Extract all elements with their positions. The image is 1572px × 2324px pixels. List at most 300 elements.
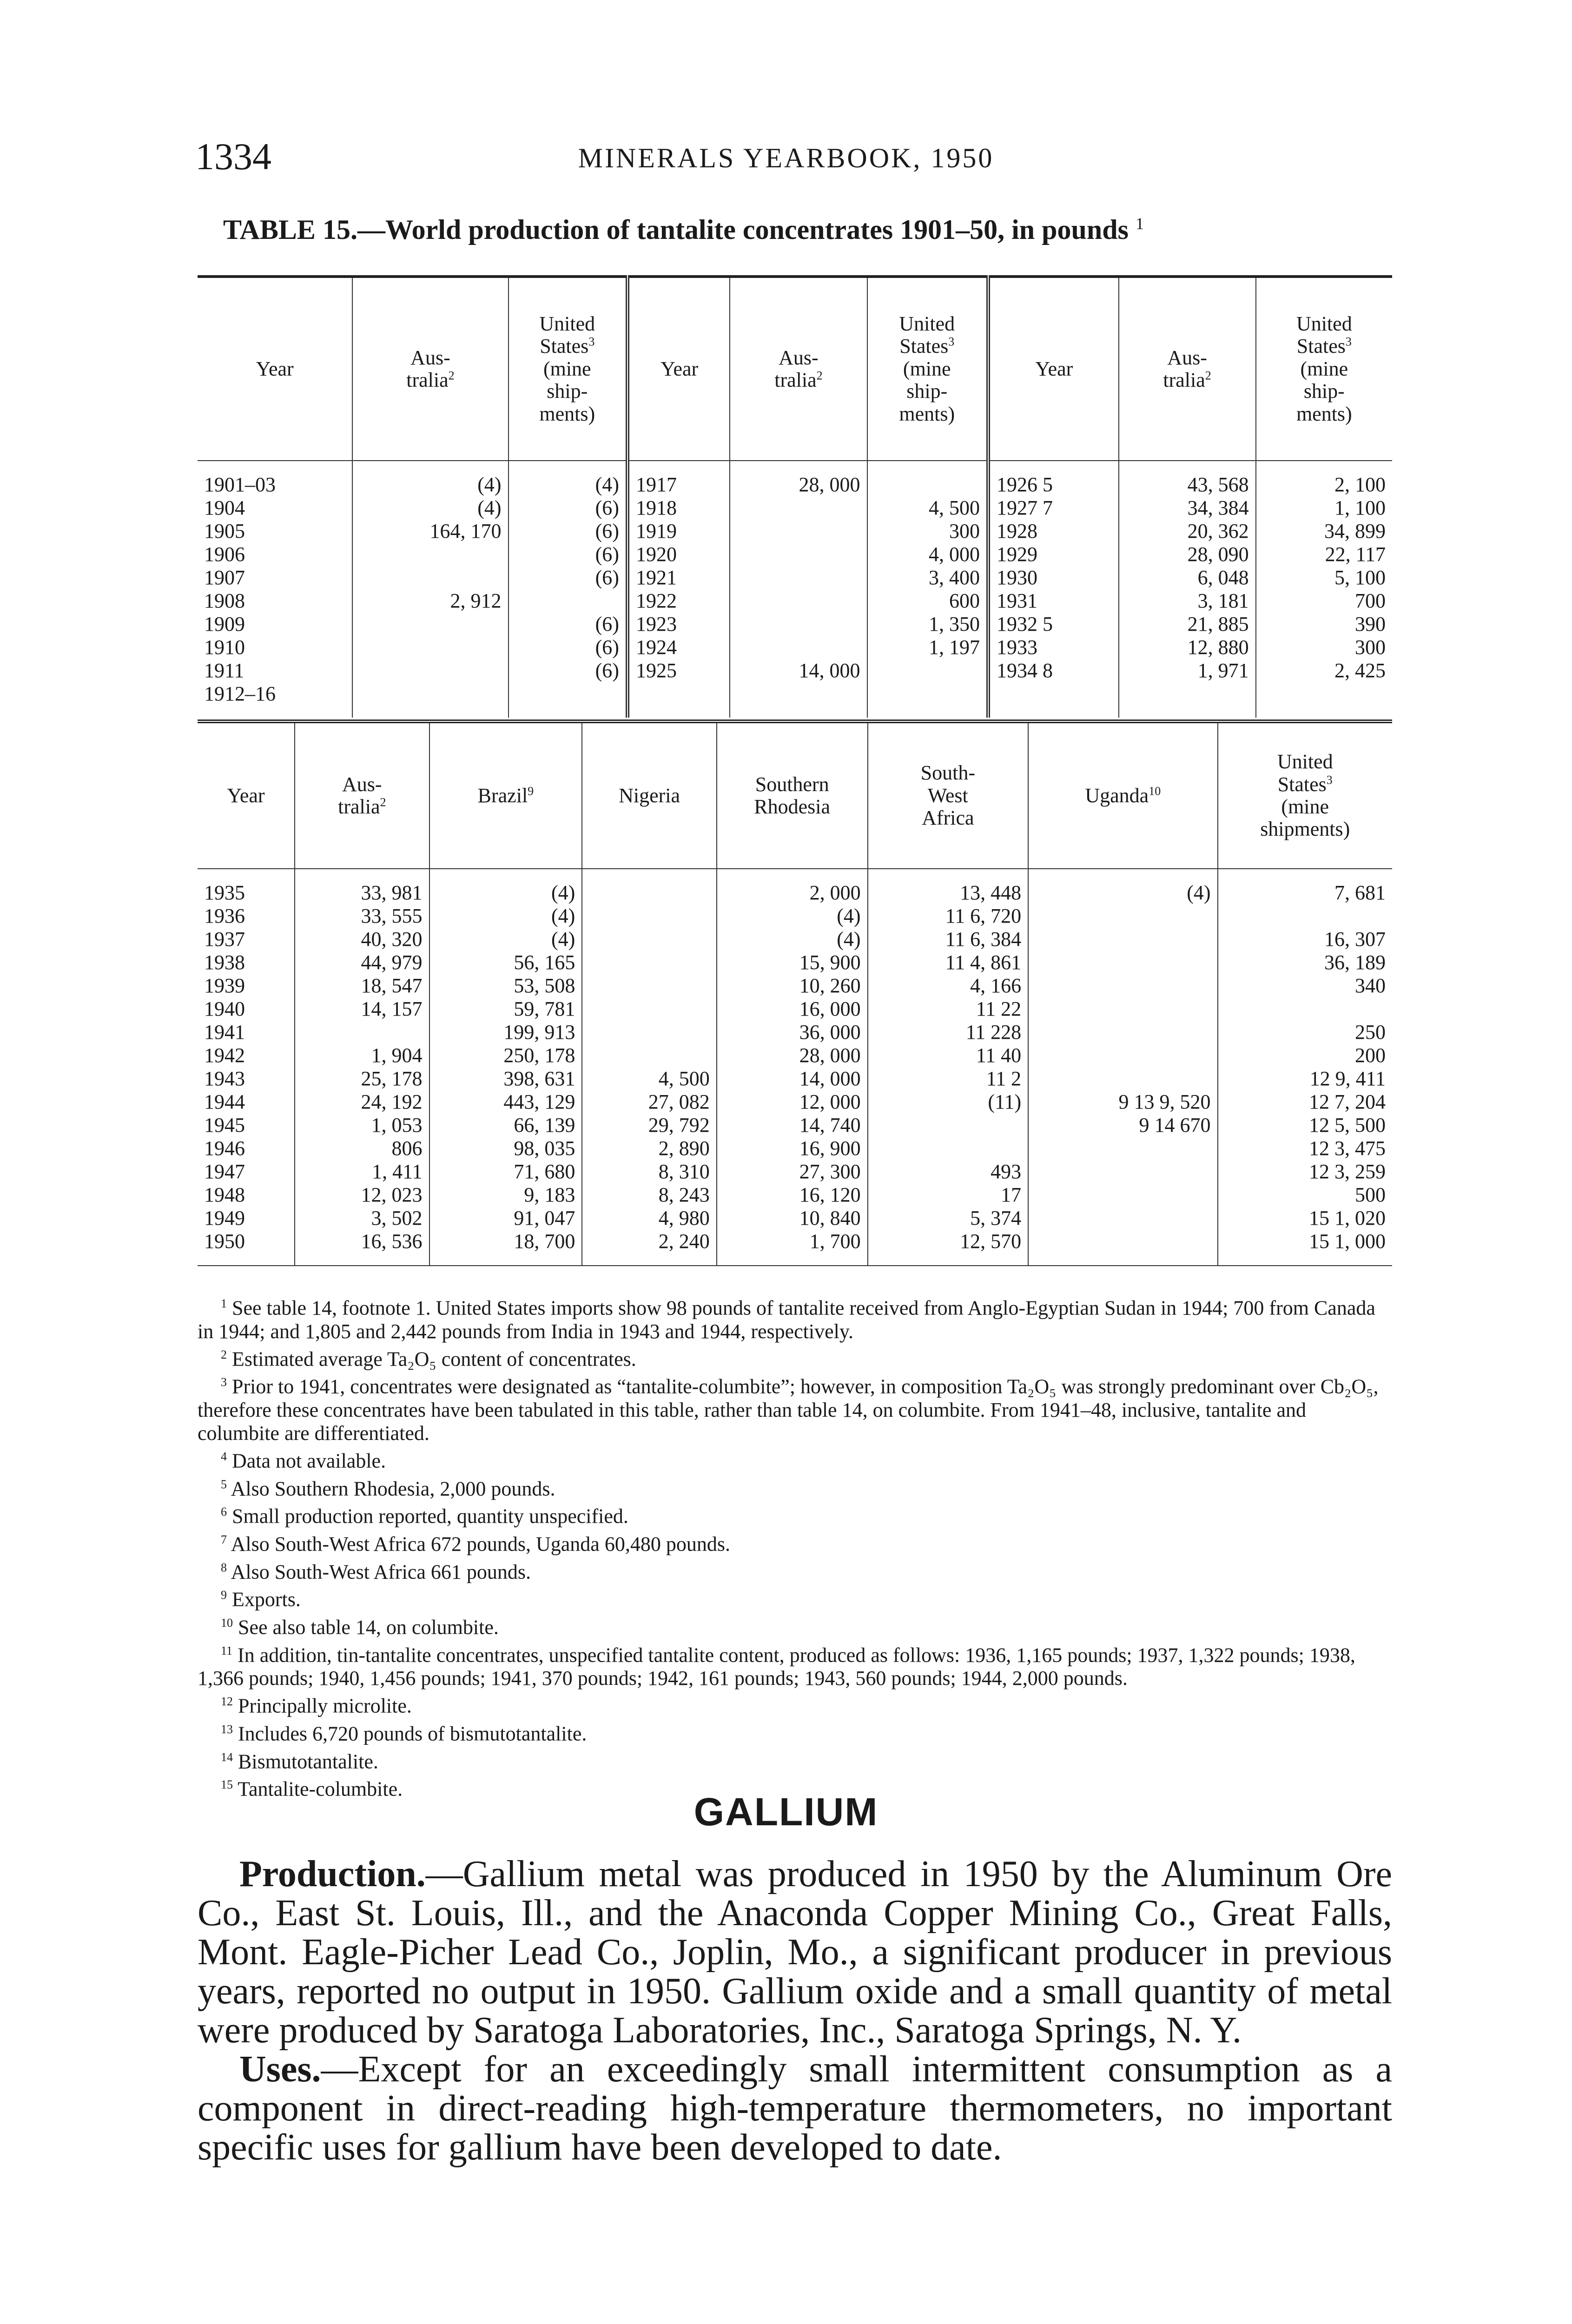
year-cell: 1950: [204, 1229, 245, 1253]
value-cell: 3, 181: [1119, 589, 1256, 613]
value-cell: 36, 189: [1218, 951, 1393, 974]
footnote-ref: 3: [1345, 335, 1352, 349]
value-cell: (6): [509, 659, 627, 682]
value-cell: 1, 411: [295, 1160, 429, 1183]
value-cell: [582, 1021, 716, 1044]
value-cell: 9 13 9, 520: [1028, 1090, 1217, 1114]
footnote-ref: 3: [948, 335, 955, 349]
spacer-cell: [352, 706, 508, 718]
spacer-cell: [1028, 869, 1217, 881]
value-cell: [1028, 1067, 1217, 1090]
footnote-ref: 2: [816, 369, 823, 383]
value-cell: [867, 659, 989, 682]
value-cell: [1119, 682, 1256, 706]
footnote-number: 12: [221, 1695, 233, 1709]
value-cell: [1028, 974, 1217, 997]
footnote: [198, 1718, 1392, 1746]
column-header: [509, 277, 627, 461]
value-cell: (4): [509, 473, 627, 496]
value-cell: 36, 000: [717, 1021, 868, 1044]
spacer-cell: [429, 1253, 582, 1266]
year-cell: 1934 8: [988, 659, 1119, 682]
year-cell: 1938: [204, 951, 245, 974]
value-cell: 14, 000: [717, 1067, 868, 1090]
column-header: [352, 277, 508, 461]
table-row: [198, 881, 1392, 905]
value-cell: [582, 905, 716, 928]
value-cell: 29, 792: [582, 1114, 716, 1137]
spacer-cell: [198, 1253, 295, 1266]
spacer-cell: [717, 1253, 868, 1266]
spacer-cell: [868, 1253, 1029, 1266]
year-cell: 1918: [627, 496, 730, 520]
value-cell: 1, 904: [295, 1044, 429, 1067]
value-cell: 2, 100: [1256, 473, 1392, 496]
value-cell: [582, 997, 716, 1021]
year-cell: 1949: [204, 1206, 245, 1229]
column-header: [582, 721, 716, 869]
value-cell: 34, 899: [1256, 520, 1392, 543]
running-title: MINERALS YEARBOOK, 1950: [578, 143, 994, 173]
table-caption-text: TABLE 15.—World production of tantalite concentrates 1901–50, in pounds: [223, 214, 1129, 245]
value-cell: 40, 320: [295, 928, 429, 951]
spacer-cell: [1218, 869, 1393, 881]
spacer-cell: [198, 706, 352, 718]
value-cell: [1028, 928, 1217, 951]
year-cell: 1912–16: [204, 682, 276, 705]
value-cell: 1, 100: [1256, 496, 1392, 520]
footnote-number: 3: [221, 1375, 227, 1389]
value-cell: 12 3, 475: [1218, 1137, 1393, 1160]
table-row: [198, 1230, 1392, 1253]
value-cell: 10, 260: [717, 974, 868, 997]
value-cell: 15 1, 020: [1218, 1207, 1393, 1230]
footnote: [198, 1473, 1392, 1501]
footnote-text: Small production reported, quantity unspecified.: [232, 1505, 628, 1528]
year-cell: 1928: [988, 520, 1119, 543]
value-cell: [582, 951, 716, 974]
column-header: [988, 277, 1119, 461]
value-cell: 53, 508: [429, 974, 582, 997]
footnote: [198, 1690, 1392, 1718]
year-cell: 1930: [988, 566, 1119, 589]
footnote-text: In addition, tin-tantalite concentrates, unspecified tantalite content, produced as follows: 1936, 1,165 pounds; 1937, 1,322 pounds; 1938, 1,366 pounds; 1940, 1,456 pounds; 1941, 370 pounds; 1942, 161 pounds; 1943, 560 pounds; 1944, 2,000 pounds.: [198, 1644, 1355, 1690]
value-cell: [582, 928, 716, 951]
footnote: [198, 1343, 1392, 1371]
footnote-text: See also table 14, on columbite.: [238, 1616, 499, 1639]
year-cell: 1940: [204, 997, 245, 1020]
value-cell: 2, 000: [717, 881, 868, 905]
column-header-label: United States: [539, 312, 595, 358]
value-cell: 15 1, 000: [1218, 1230, 1393, 1253]
year-cell: 1944: [204, 1090, 245, 1113]
value-cell: [352, 682, 508, 706]
value-cell: [868, 1137, 1029, 1160]
value-cell: [1028, 951, 1217, 974]
footnote: [198, 1556, 1392, 1584]
value-cell: (6): [509, 613, 627, 636]
value-cell: 11 6, 720: [868, 905, 1029, 928]
value-cell: 300: [867, 520, 989, 543]
footnote-number: 11: [221, 1644, 233, 1657]
year-cell: 1907: [204, 566, 245, 589]
value-cell: 12 3, 259: [1218, 1160, 1393, 1183]
table-header-row: [198, 277, 1392, 461]
footnote-text: Also Southern Rhodesia, 2,000 pounds.: [231, 1477, 555, 1500]
value-cell: [1218, 997, 1393, 1021]
table-row: [198, 1183, 1392, 1207]
value-cell: [352, 636, 508, 659]
year-cell: 1939: [204, 974, 245, 997]
spacer-cell: [509, 706, 627, 718]
spacer-cell: [1256, 461, 1392, 473]
footnote-ref: 2: [1205, 369, 1211, 383]
year-cell: 1920: [627, 543, 730, 566]
paragraph-lead: Uses.: [239, 2049, 321, 2090]
year-cell: 1926 5: [988, 473, 1119, 496]
value-cell: [1028, 905, 1217, 928]
column-header-label: (mine shipments): [1260, 795, 1350, 841]
value-cell: [730, 613, 867, 636]
value-cell: 27, 082: [582, 1090, 716, 1114]
year-cell: 1919: [627, 520, 730, 543]
value-cell: (6): [509, 636, 627, 659]
footnote-number: 4: [221, 1449, 227, 1463]
footnote: [198, 1639, 1392, 1690]
table-row: [198, 1137, 1392, 1160]
footnote-text: Data not available.: [232, 1449, 386, 1472]
value-cell: 6, 048: [1119, 566, 1256, 589]
footnote-text: Tantalite-columbite.: [238, 1777, 403, 1801]
value-cell: [1028, 1183, 1217, 1207]
footnote-number: 1: [221, 1297, 227, 1310]
column-header-label: Year: [256, 357, 294, 380]
column-header: [198, 721, 295, 869]
table-row: [198, 951, 1392, 974]
spacer-cell: [867, 461, 989, 473]
value-cell: 806: [295, 1137, 429, 1160]
year-cell: [988, 682, 1119, 706]
value-cell: 11 4, 861: [868, 951, 1029, 974]
footnote-text: Exports.: [232, 1588, 301, 1611]
year-cell: 1927 7: [988, 496, 1119, 520]
column-header: [295, 721, 429, 869]
value-cell: 3, 400: [867, 566, 989, 589]
value-cell: [1028, 997, 1217, 1021]
year-cell: 1925: [627, 659, 730, 682]
value-cell: 8, 243: [582, 1183, 716, 1207]
value-cell: 700: [1256, 589, 1392, 613]
spacer-cell: [988, 461, 1119, 473]
value-cell: [1028, 1230, 1217, 1253]
value-cell: 4, 166: [868, 974, 1029, 997]
value-cell: 28, 000: [730, 473, 867, 496]
table-row: [198, 1021, 1392, 1044]
column-header-label: Uganda: [1085, 784, 1149, 807]
value-cell: [509, 589, 627, 613]
value-cell: 12 7, 204: [1218, 1090, 1393, 1114]
spacer-cell: [429, 869, 582, 881]
value-cell: [582, 881, 716, 905]
table-row: [198, 974, 1392, 997]
value-cell: 91, 047: [429, 1207, 582, 1230]
value-cell: 16, 900: [717, 1137, 868, 1160]
column-header-label: Nigeria: [619, 784, 680, 807]
value-cell: 12, 880: [1119, 636, 1256, 659]
value-cell: 1, 053: [295, 1114, 429, 1137]
value-cell: [730, 589, 867, 613]
table-row: [198, 905, 1392, 928]
column-header-label: South- West Africa: [920, 761, 975, 830]
value-cell: (6): [509, 566, 627, 589]
footnote-ref: 3: [588, 335, 595, 349]
spacer-cell: [1119, 461, 1256, 473]
value-cell: 15, 900: [717, 951, 868, 974]
column-header: [867, 277, 989, 461]
column-header-label: Year: [227, 784, 265, 807]
value-cell: (4): [1028, 881, 1217, 905]
value-cell: 28, 000: [717, 1044, 868, 1067]
value-cell: 4, 500: [582, 1067, 716, 1090]
year-cell: 1946: [204, 1136, 245, 1160]
footnote: [198, 1584, 1392, 1611]
year-cell: 1905: [204, 519, 245, 542]
spacer-cell: [627, 461, 730, 473]
footnote-ref: 10: [1149, 784, 1161, 798]
footnote: [198, 1445, 1392, 1473]
value-cell: [730, 566, 867, 589]
value-cell: (6): [509, 543, 627, 566]
value-cell: 300: [1256, 636, 1392, 659]
value-cell: [1028, 1021, 1217, 1044]
value-cell: (4): [717, 928, 868, 951]
table-row: [198, 1160, 1392, 1183]
footnote-text: Prior to 1941, concentrates were designated as “tantalite-columbite”; however, in composition Ta₂O₅ was strongly predominant over Cb₂O₅, therefore these concentrates have been tabulated in this table, rather than table 14, on columbite. From 1941–48, inclusive, tantalite and columbite are differentiated.: [198, 1375, 1379, 1445]
column-header-label: United States: [1296, 312, 1352, 358]
table-row: [198, 1207, 1392, 1230]
value-cell: [1028, 1044, 1217, 1067]
year-cell: 1937: [204, 927, 245, 951]
value-cell: 18, 547: [295, 974, 429, 997]
page-number: 1334: [195, 135, 271, 178]
value-cell: 1, 700: [717, 1230, 868, 1253]
footnote-text: Includes 6,720 pounds of bismutotantalite.: [238, 1722, 587, 1745]
value-cell: [352, 543, 508, 566]
column-header-label: United States: [899, 312, 955, 358]
footnote-text: Principally microlite.: [238, 1694, 412, 1717]
value-cell: 2, 425: [1256, 659, 1392, 682]
value-cell: 16, 536: [295, 1230, 429, 1253]
value-cell: 33, 555: [295, 905, 429, 928]
year-cell: [627, 682, 730, 706]
year-cell: 1942: [204, 1043, 245, 1067]
year-cell: 1936: [204, 904, 245, 927]
footnote-number: 15: [221, 1778, 233, 1792]
value-cell: 59, 781: [429, 997, 582, 1021]
column-header-label: Aus- tralia: [1163, 346, 1207, 391]
value-cell: 11 6, 384: [868, 928, 1029, 951]
spacer-cell: [988, 706, 1119, 718]
footnote-number: 13: [221, 1722, 233, 1736]
column-header-label: (mine ship- ments): [539, 357, 595, 425]
spacer-row: [198, 1253, 1392, 1266]
column-header: [868, 721, 1029, 869]
value-cell: [730, 520, 867, 543]
value-cell: 34, 384: [1119, 496, 1256, 520]
value-cell: (4): [429, 881, 582, 905]
production-table-1901-1934: [198, 275, 1392, 718]
spacer-row: [198, 706, 1392, 718]
year-cell: 1947: [204, 1160, 245, 1183]
value-cell: [868, 1114, 1029, 1137]
spacer-cell: [352, 461, 508, 473]
value-cell: [730, 682, 867, 706]
value-cell: 12, 570: [868, 1230, 1029, 1253]
value-cell: 8, 310: [582, 1160, 716, 1183]
year-cell: 1935: [204, 881, 245, 904]
value-cell: 25, 178: [295, 1067, 429, 1090]
spacer-row: [198, 869, 1392, 881]
value-cell: 398, 631: [429, 1067, 582, 1090]
value-cell: [1256, 682, 1392, 706]
spacer-cell: [627, 706, 730, 718]
table-row: [198, 636, 1392, 659]
footnote: [198, 1371, 1392, 1445]
spacer-cell: [198, 869, 295, 881]
value-cell: 5, 100: [1256, 566, 1392, 589]
value-cell: 43, 568: [1119, 473, 1256, 496]
value-cell: 7, 681: [1218, 881, 1393, 905]
value-cell: 2, 890: [582, 1137, 716, 1160]
year-cell: 1924: [627, 636, 730, 659]
value-cell: (4): [429, 905, 582, 928]
spacer-cell: [295, 1253, 429, 1266]
spacer-cell: [198, 461, 352, 473]
footnote: [198, 1528, 1392, 1556]
year-cell: 1921: [627, 566, 730, 589]
value-cell: 16, 307: [1218, 928, 1393, 951]
footnote-number: 10: [221, 1616, 233, 1630]
value-cell: 16, 120: [717, 1183, 868, 1207]
value-cell: [582, 1044, 716, 1067]
year-cell: 1929: [988, 543, 1119, 566]
table-row: [198, 496, 1392, 520]
year-cell: 1941: [204, 1020, 245, 1043]
column-header-label: Year: [661, 357, 699, 380]
body-paragraph: [198, 2050, 1392, 2167]
section-heading: GALLIUM: [694, 1790, 878, 1834]
value-cell: (6): [509, 520, 627, 543]
value-cell: 199, 913: [429, 1021, 582, 1044]
footnote-text: Bismutotantalite.: [238, 1750, 378, 1773]
footnote: [198, 1611, 1392, 1639]
value-cell: 200: [1218, 1044, 1393, 1067]
paragraph-text: —Gallium metal was produced in 1950 by the Aluminum Ore Co., East St. Louis, Ill., and the Anaconda Copper Mining Co., Great Falls, Mont. Eagle-Picher Lead Co., Joplin, Mo., a significant producer in previous years, reported no output in 1950. Gallium oxide and a small quantity of metal were produced by Saratoga Laboratories, Inc., Saratoga Springs, N. Y.: [198, 1854, 1392, 2051]
value-cell: [867, 682, 989, 706]
value-cell: 2, 240: [582, 1230, 716, 1253]
value-cell: 2, 912: [352, 589, 508, 613]
value-cell: 600: [867, 589, 989, 613]
year-cell: 1922: [627, 589, 730, 613]
value-cell: 33, 981: [295, 881, 429, 905]
value-cell: 12, 023: [295, 1183, 429, 1207]
table-row: [198, 1090, 1392, 1114]
value-cell: 12 9, 411: [1218, 1067, 1393, 1090]
footnote-number: 5: [221, 1477, 227, 1491]
value-cell: [582, 974, 716, 997]
value-cell: 11 228: [868, 1021, 1029, 1044]
column-header: [627, 277, 730, 461]
spacer-cell: [1119, 706, 1256, 718]
value-cell: 1, 971: [1119, 659, 1256, 682]
table-row: [198, 659, 1392, 682]
value-cell: 71, 680: [429, 1160, 582, 1183]
year-cell: 1931: [988, 589, 1119, 613]
year-cell: 1910: [204, 635, 245, 659]
column-header-label: United States: [1277, 750, 1333, 796]
column-header-label: Aus- tralia: [338, 772, 382, 818]
value-cell: (6): [509, 496, 627, 520]
value-cell: 164, 170: [352, 520, 508, 543]
footnote: [198, 1292, 1392, 1343]
footnote-ref: 2: [448, 369, 455, 383]
value-cell: 28, 090: [1119, 543, 1256, 566]
spacer-cell: [868, 869, 1029, 881]
spacer-cell: [1218, 1253, 1393, 1266]
value-cell: 3, 502: [295, 1207, 429, 1230]
value-cell: 20, 362: [1119, 520, 1256, 543]
value-cell: 44, 979: [295, 951, 429, 974]
value-cell: 24, 192: [295, 1090, 429, 1114]
column-header: [429, 721, 582, 869]
column-header: [1218, 721, 1393, 869]
year-cell: 1909: [204, 612, 245, 635]
spacer-cell: [867, 706, 989, 718]
value-cell: 14, 740: [717, 1114, 868, 1137]
value-cell: 56, 165: [429, 951, 582, 974]
year-cell: 1906: [204, 542, 245, 566]
value-cell: (4): [429, 928, 582, 951]
spacer-row: [198, 461, 1392, 473]
value-cell: [1028, 1137, 1217, 1160]
year-cell: 1911: [204, 659, 244, 682]
table-row: [198, 1067, 1392, 1090]
table-footnotes: [198, 1292, 1392, 1801]
value-cell: (4): [352, 496, 508, 520]
year-cell: 1917: [627, 473, 730, 496]
value-cell: 11 22: [868, 997, 1029, 1021]
table-row: [198, 543, 1392, 566]
paragraph-lead: Production.: [239, 1854, 426, 1895]
spacer-cell: [717, 869, 868, 881]
column-header: [1119, 277, 1256, 461]
year-cell: 1923: [627, 613, 730, 636]
footnote-ref: 2: [380, 795, 386, 809]
spacer-cell: [1028, 1253, 1217, 1266]
table-row: [198, 520, 1392, 543]
value-cell: 18, 700: [429, 1230, 582, 1253]
value-cell: [352, 613, 508, 636]
value-cell: [352, 659, 508, 682]
value-cell: 27, 300: [717, 1160, 868, 1183]
value-cell: [509, 682, 627, 706]
value-cell: 390: [1256, 613, 1392, 636]
spacer-cell: [730, 461, 867, 473]
year-cell: 1945: [204, 1113, 245, 1136]
column-header-label: Brazil: [477, 784, 528, 807]
table-row: [198, 589, 1392, 613]
footnote-number: 8: [221, 1560, 227, 1574]
